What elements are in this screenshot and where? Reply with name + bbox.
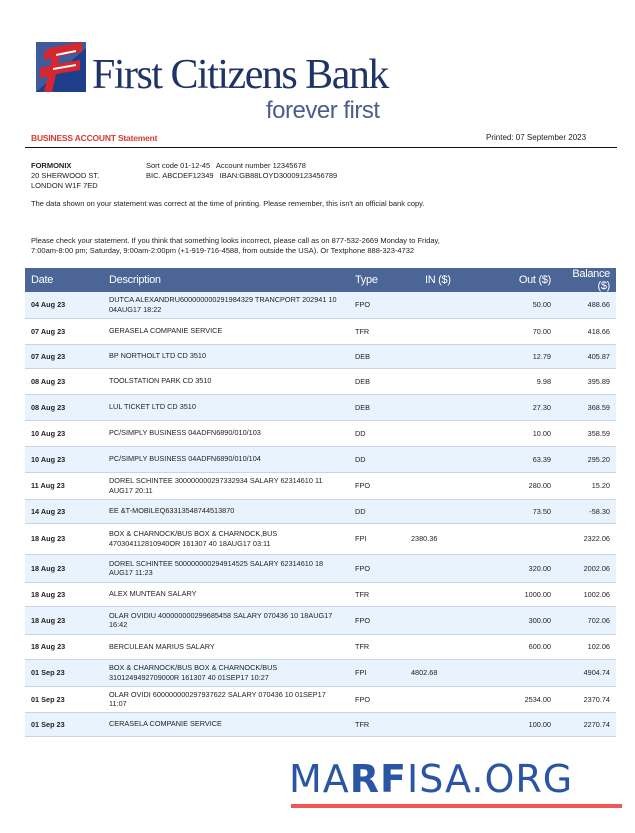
column-header-balance: Balance ($) bbox=[557, 268, 616, 292]
transaction-in-amount bbox=[405, 318, 477, 344]
transaction-in-amount bbox=[405, 606, 477, 634]
transaction-type: TFR bbox=[349, 582, 405, 606]
table-row bbox=[25, 523, 616, 554]
transaction-date: 10 Aug 23 bbox=[25, 446, 103, 472]
transaction-balance: 295.20 bbox=[557, 446, 616, 472]
transaction-out-amount: 70.00 bbox=[477, 318, 557, 344]
transaction-type: DD bbox=[349, 446, 405, 472]
table-row bbox=[25, 292, 616, 318]
transaction-in-amount bbox=[405, 686, 477, 712]
watermark-text-bold: RF bbox=[349, 757, 407, 801]
transaction-out-amount: 63.39 bbox=[477, 446, 557, 472]
transaction-out-amount: 300.00 bbox=[477, 606, 557, 634]
transaction-date: 01 Sep 23 bbox=[25, 686, 103, 712]
transaction-out-amount: 2534.00 bbox=[477, 686, 557, 712]
transaction-balance: 702.06 bbox=[557, 606, 616, 634]
transaction-out-amount: 10.00 bbox=[477, 420, 557, 446]
transaction-description: DOREL SCHINTEE 300000000297332934 SALARY 62314610 11 AUG17 20:11 bbox=[103, 472, 349, 499]
column-header-out: Out ($) bbox=[477, 268, 557, 292]
transaction-date: 14 Aug 23 bbox=[25, 499, 103, 523]
transaction-date: 01 Sep 23 bbox=[25, 659, 103, 686]
transaction-out-amount: 9.98 bbox=[477, 368, 557, 394]
transaction-out-amount bbox=[477, 523, 557, 554]
transaction-type: TFR bbox=[349, 712, 405, 736]
transaction-in-amount bbox=[405, 292, 477, 318]
column-header-in: IN ($) bbox=[405, 268, 477, 292]
transaction-description: OLAR OVIDI 600000000297937622 SALARY 070436 10 01SEP17 11:07 bbox=[103, 686, 349, 712]
transaction-in-amount bbox=[405, 394, 477, 420]
transaction-balance: 368.59 bbox=[557, 394, 616, 420]
table-row bbox=[25, 659, 616, 686]
transaction-balance: 15.20 bbox=[557, 472, 616, 499]
transaction-description: CERASELA COMPANIE SERVICE bbox=[103, 712, 349, 736]
column-header-date: Date bbox=[25, 268, 103, 292]
address-line-2: LONDON W1F 7ED bbox=[31, 181, 98, 190]
transaction-out-amount bbox=[477, 659, 557, 686]
transaction-date: 10 Aug 23 bbox=[25, 420, 103, 446]
transaction-description: BERCULEAN MARIUS SALARY bbox=[103, 634, 349, 659]
transaction-balance: 418.66 bbox=[557, 318, 616, 344]
account-holder-address bbox=[31, 161, 99, 191]
transaction-in-amount bbox=[405, 420, 477, 446]
transaction-date: 07 Aug 23 bbox=[25, 344, 103, 368]
transaction-type: DEB bbox=[349, 344, 405, 368]
transaction-in-amount: 4802.68 bbox=[405, 659, 477, 686]
transaction-type: FPI bbox=[349, 659, 405, 686]
transaction-description: DUTCA ALEXANDRU600000000291984329 TRANCPORT 202941 10 04AUG17 18:22 bbox=[103, 292, 349, 318]
transaction-date: 18 Aug 23 bbox=[25, 606, 103, 634]
table-header-row bbox=[25, 268, 616, 292]
table-row bbox=[25, 318, 616, 344]
transaction-out-amount: 12.79 bbox=[477, 344, 557, 368]
transaction-date: 18 Aug 23 bbox=[25, 523, 103, 554]
transaction-balance: 488.66 bbox=[557, 292, 616, 318]
transaction-type: FPO bbox=[349, 606, 405, 634]
watermark-underline bbox=[291, 804, 622, 808]
transaction-description: PC/SIMPLY BUSINESS 04ADFN6890/010/104 bbox=[103, 446, 349, 472]
watermark-text-part: MA bbox=[289, 757, 350, 801]
bic-code: BIC. ABCDEF12349 bbox=[146, 171, 214, 180]
transaction-type: FPO bbox=[349, 686, 405, 712]
contact-notice: Please check your statement. If you think that something looks incorrect, please call as on 877-532-2669 Monday to Friday, 7:00am-8:00 pm; Saturday, 9:00am-2:00pm (+1-919-716-4588, from outside the USA). Or Textphone 888-323-4732 bbox=[31, 236, 440, 255]
transaction-out-amount: 73.50 bbox=[477, 499, 557, 523]
transaction-date: 01 Sep 23 bbox=[25, 712, 103, 736]
transaction-date: 18 Aug 23 bbox=[25, 634, 103, 659]
transaction-in-amount bbox=[405, 554, 477, 582]
table-row bbox=[25, 606, 616, 634]
transaction-out-amount: 600.00 bbox=[477, 634, 557, 659]
transaction-description: GERASELA COMPANIE SERVICE bbox=[103, 318, 349, 344]
transaction-out-amount: 50.00 bbox=[477, 292, 557, 318]
transaction-type: FPO bbox=[349, 292, 405, 318]
account-details bbox=[146, 161, 341, 181]
transaction-in-amount bbox=[405, 712, 477, 736]
transaction-balance: 2270.74 bbox=[557, 712, 616, 736]
table-row bbox=[25, 472, 616, 499]
table-row bbox=[25, 446, 616, 472]
table-row bbox=[25, 554, 616, 582]
transaction-in-amount bbox=[405, 368, 477, 394]
table-row bbox=[25, 420, 616, 446]
transaction-date: 08 Aug 23 bbox=[25, 394, 103, 420]
account-holder-name: FORMONIX bbox=[31, 161, 72, 170]
transaction-description: OLAR OVIDIU 400000000299685458 SALARY 070436 10 18AUG17 16:42 bbox=[103, 606, 349, 634]
address-line-1: 20 SHERWOOD ST. bbox=[31, 171, 100, 180]
transaction-in-amount bbox=[405, 499, 477, 523]
transaction-description: ALEX MUNTEAN SALARY bbox=[103, 582, 349, 606]
bank-tagline: forever first bbox=[266, 97, 380, 124]
transaction-date: 07 Aug 23 bbox=[25, 318, 103, 344]
table-row bbox=[25, 686, 616, 712]
bank-logo bbox=[36, 40, 416, 124]
transaction-date: 18 Aug 23 bbox=[25, 554, 103, 582]
transaction-out-amount: 1000.00 bbox=[477, 582, 557, 606]
transaction-type: FPO bbox=[349, 554, 405, 582]
transaction-description: DOREL SCHINTEE 500000000294914525 SALARY 62314610 18 AUG17 11:23 bbox=[103, 554, 349, 582]
statement-title: BUSINESS ACCOUNT Statement bbox=[31, 133, 158, 143]
transaction-description: EE &T-MOBILEQ63313548744513870 bbox=[103, 499, 349, 523]
transaction-balance: 4904.74 bbox=[557, 659, 616, 686]
transaction-type: DD bbox=[349, 499, 405, 523]
transaction-balance: -58.30 bbox=[557, 499, 616, 523]
sort-code: Sort code 01-12-45 bbox=[146, 161, 211, 170]
table-row bbox=[25, 394, 616, 420]
transaction-out-amount: 280.00 bbox=[477, 472, 557, 499]
transaction-date: 04 Aug 23 bbox=[25, 292, 103, 318]
transaction-in-amount bbox=[405, 634, 477, 659]
transaction-out-amount: 100.00 bbox=[477, 712, 557, 736]
printed-date: Printed: 07 September 2023 bbox=[486, 133, 587, 142]
table-row bbox=[25, 712, 616, 736]
transaction-out-amount: 320.00 bbox=[477, 554, 557, 582]
column-header-description: Description bbox=[103, 268, 349, 292]
iban-code: IBAN:GB88LOYD30009123456789 bbox=[219, 171, 338, 180]
transaction-type: DD bbox=[349, 420, 405, 446]
transaction-type: TFR bbox=[349, 634, 405, 659]
transaction-balance: 2002.06 bbox=[557, 554, 616, 582]
table-row bbox=[25, 368, 616, 394]
watermark-text-part: ISA.ORG bbox=[407, 757, 574, 801]
transaction-date: 11 Aug 23 bbox=[25, 472, 103, 499]
transaction-balance: 2322.06 bbox=[557, 523, 616, 554]
bank-name: First Citizens Bank bbox=[92, 52, 388, 98]
transaction-in-amount bbox=[405, 344, 477, 368]
table-row bbox=[25, 499, 616, 523]
transaction-date: 08 Aug 23 bbox=[25, 368, 103, 394]
transaction-description: PC/SIMPLY BUSINESS 04ADFN6890/010/103 bbox=[103, 420, 349, 446]
transaction-type: FPI bbox=[349, 523, 405, 554]
header-divider bbox=[25, 147, 617, 148]
table-row bbox=[25, 634, 616, 659]
transaction-balance: 358.59 bbox=[557, 420, 616, 446]
transaction-balance: 2370.74 bbox=[557, 686, 616, 712]
transaction-balance: 102.06 bbox=[557, 634, 616, 659]
transaction-in-amount bbox=[405, 446, 477, 472]
transaction-type: DEB bbox=[349, 394, 405, 420]
transaction-in-amount: 2380.36 bbox=[405, 523, 477, 554]
transaction-description: BOX & CHARNOCK/BUS BOX & CHARNOCK,BUS 470304112810940OR 161307 40 18AUG17 03:11 bbox=[103, 523, 349, 554]
transaction-description: BP NORTHOLT LTD CD 3510 bbox=[103, 344, 349, 368]
transactions-table bbox=[25, 268, 616, 737]
transaction-description: LUL TICKET LTD CD 3510 bbox=[103, 394, 349, 420]
accuracy-notice: The data shown on your statement was correct at the time of printing. Please remember, this isn't an official bank copy. bbox=[31, 199, 425, 208]
transaction-type: DEB bbox=[349, 368, 405, 394]
transaction-balance: 405.87 bbox=[557, 344, 616, 368]
transaction-date: 18 Aug 23 bbox=[25, 582, 103, 606]
bank-flag-icon bbox=[36, 42, 86, 92]
transaction-in-amount bbox=[405, 472, 477, 499]
account-number: Account number 12345678 bbox=[215, 161, 306, 170]
transaction-type: FPO bbox=[349, 472, 405, 499]
column-header-type: Type bbox=[349, 268, 405, 292]
transaction-type: TFR bbox=[349, 318, 405, 344]
transaction-description: TOOLSTATION PARK CD 3510 bbox=[103, 368, 349, 394]
transaction-description: BOX & CHARNOCK/BUS BOX & CHARNOCK/BUS 3101249492709000R 161307 40 01SEP17 10:27 bbox=[103, 659, 349, 686]
table-row bbox=[25, 344, 616, 368]
transaction-balance: 395.89 bbox=[557, 368, 616, 394]
marfisa-watermark bbox=[289, 758, 573, 800]
transaction-out-amount: 27.30 bbox=[477, 394, 557, 420]
transaction-in-amount bbox=[405, 582, 477, 606]
table-row bbox=[25, 582, 616, 606]
transaction-balance: 1002.06 bbox=[557, 582, 616, 606]
